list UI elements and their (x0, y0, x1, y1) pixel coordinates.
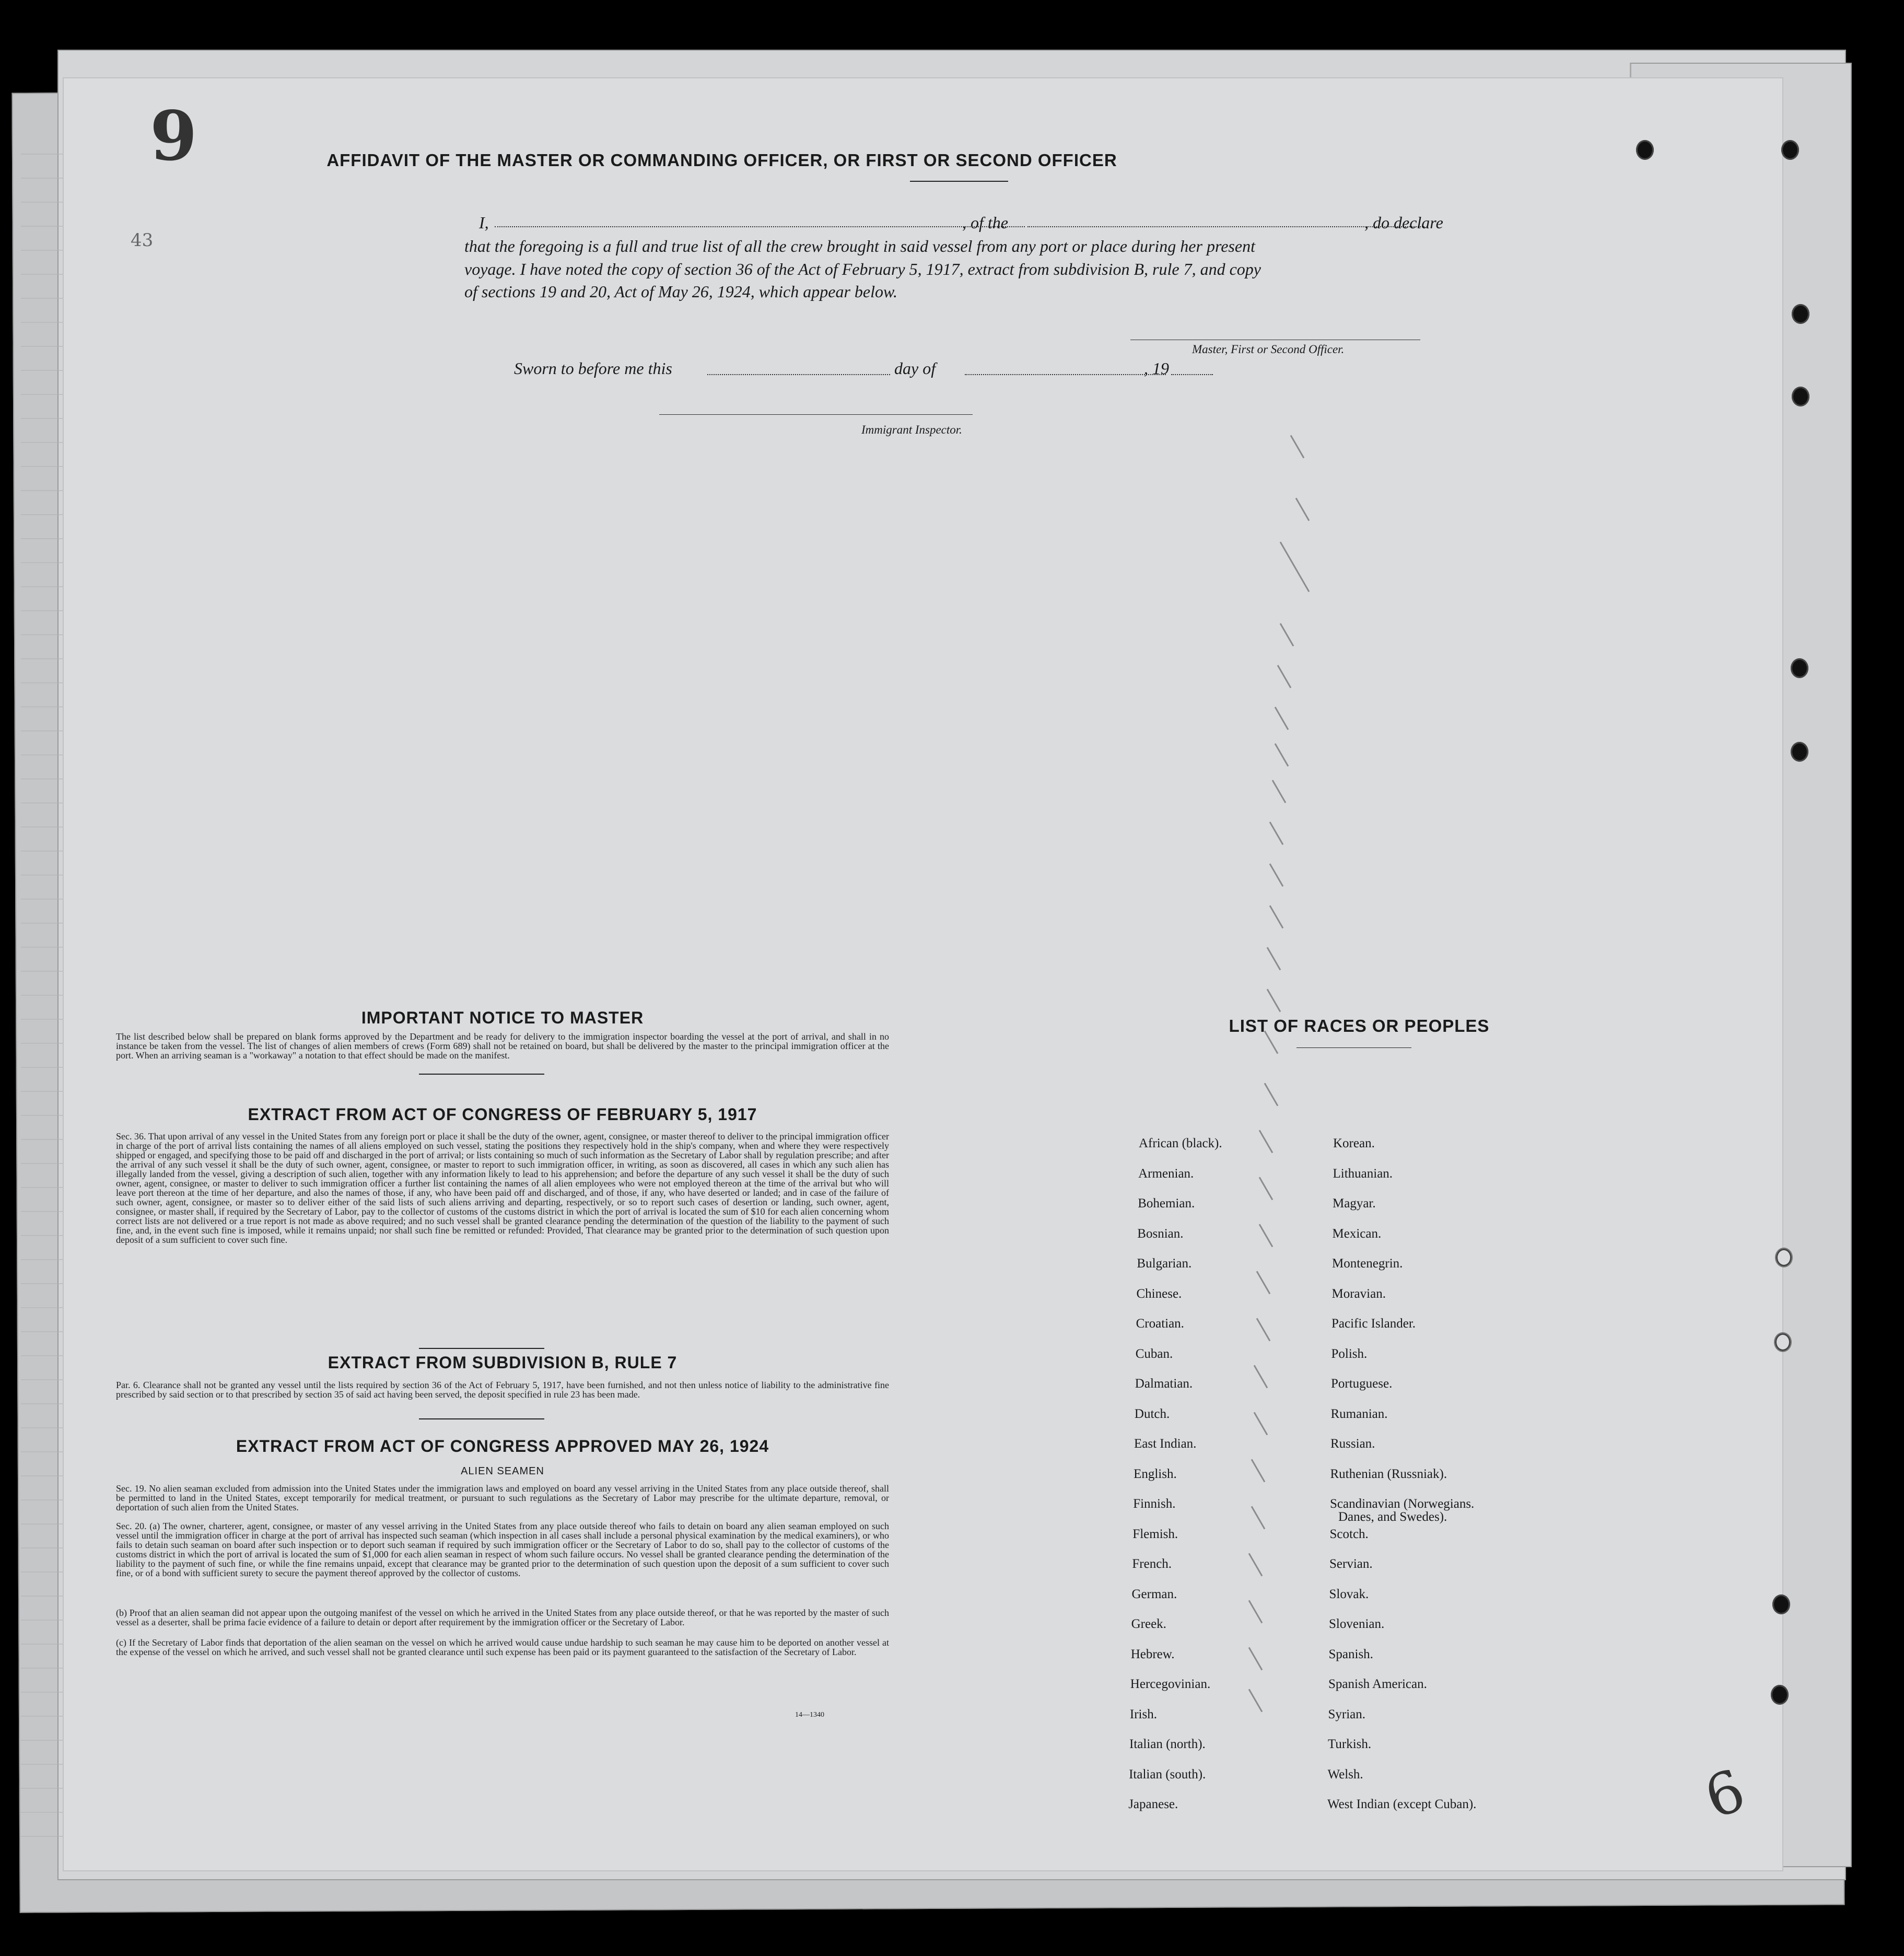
affidavit-body-line: that the foregoing is a full and true list of all the crew brought in said vessel from any port or place during her present (464, 237, 1255, 255)
check-tick (1275, 743, 1289, 767)
inspector-caption: Immigrant Inspector. (861, 423, 962, 436)
sworn-month-field[interactable] (965, 374, 1166, 375)
i-label: I, (479, 213, 489, 232)
binder-hole (1792, 304, 1809, 324)
race-item: French. (1132, 1557, 1172, 1571)
race-item: Slovak. (1329, 1587, 1369, 1601)
stamp-fragment: 43 (131, 230, 154, 251)
extract-rule7-title: EXTRACT FROM SUBDIVISION B, RULE 7 (328, 1353, 678, 1372)
race-item: West Indian (except Cuban). (1327, 1797, 1477, 1811)
day-of-label: day of (894, 359, 936, 378)
race-item: Mexican. (1332, 1226, 1382, 1241)
check-tick (1248, 1600, 1263, 1624)
binder-hole (1775, 1248, 1793, 1267)
check-tick (1259, 1224, 1274, 1248)
race-item: Polish. (1331, 1346, 1368, 1361)
affidavit-title: AFFIDAVIT OF THE MASTER OR COMMANDING OFFICER, OR FIRST OR SECOND OFFICER (326, 150, 1117, 170)
check-tick (1277, 665, 1292, 689)
check-tick (1267, 947, 1281, 971)
form-page (63, 77, 1783, 1871)
race-item: Croatian. (1136, 1317, 1184, 1331)
sworn-label: Sworn to before me this (514, 359, 672, 378)
extract-1924-sec20b: (b) Proof that an alien seaman did not appear upon the outgoing manifest of the vessel on which he arrived in the United States from any place outside thereof, or that he was reported by the master of such vessel as a deserter, shall be prima facie evidence of a failure to detain or deport after requirement by the immigration officer or the Secretary of Labor. (116, 1608, 889, 1627)
race-item: Cuban. (1135, 1346, 1173, 1361)
year-label: , 19 (1144, 359, 1169, 378)
corner-number: 6 (1696, 1756, 1754, 1832)
check-tick (1254, 1365, 1268, 1389)
affidavit-body-line: of sections 19 and 20, Act of May 26, 1924, which appear below. (464, 282, 897, 301)
check-tick (1256, 1271, 1271, 1295)
extract-1924-sec20c: (c) If the Secretary of Labor finds that deportation of the alien seaman on the vessel on which he arrived would cause undue hardship to such seaman he may cause him to be deported on another vessel at the expense of the vessel on which he arrived, and such vessel shall not be granted clearance until such expense has been paid or its payment guaranteed to the satisfaction of the Secretary of Labor. (116, 1637, 889, 1657)
race-item: Rumanian. (1330, 1406, 1388, 1421)
check-tick (1267, 989, 1281, 1012)
notice-title: IMPORTANT NOTICE TO MASTER (361, 1008, 644, 1027)
race-item: Dutch. (1134, 1406, 1170, 1421)
check-tick (1251, 1459, 1266, 1483)
binder-hole (1781, 140, 1799, 160)
sworn-day-field[interactable] (707, 374, 890, 375)
section-rule (419, 1074, 544, 1075)
check-tick (1256, 1318, 1271, 1342)
race-item: East Indian. (1134, 1437, 1197, 1451)
section-rule (419, 1348, 544, 1349)
race-item: Bulgarian. (1137, 1256, 1192, 1271)
ruled-margin (21, 131, 63, 1855)
race-item: Montenegrin. (1332, 1256, 1403, 1271)
race-item: Hebrew. (1130, 1647, 1175, 1661)
race-item: Magyar. (1333, 1196, 1376, 1210)
race-item: Portuguese. (1331, 1377, 1393, 1391)
race-item: Pacific Islander. (1331, 1317, 1416, 1331)
race-item: Chinese. (1136, 1286, 1182, 1301)
extract-1917-text: Sec. 36. That upon arrival of any vessel in the United States from any foreign port or place it shall be the duty of the owner, agent, consignee, or master thereof to deliver to the principal immigration officer in charge of the port of arrival lists containing the names of all aliens employed on such vessel, stating the positions they respectively hold in the ship's company, when and where they were respectively shipped or engaged, and specifying those to be paid off and discharged in the port of arrival; or lists containing so much of such information as the Secretary of Labor shall by regulation prescribe; and after the arrival of any such vessel it shall be the duty of such owner, agent, consignee, or master to report to such immigration officer, in writing, as soon as discovered, all cases in which any such alien has illegally landed from the vessel, giving a description of such alien, together with any information likely to lead to his apprehension; and before the departure of any such vessel it shall be the duty of such owner, agent, consignee, or master to deliver to such immigration officer a further list containing the names of all alien employees who were not employed thereon at the time of the arrival but who will leave port thereon at the time of her departure, and also the names of those, if any, who have been paid off and discharged, and of those, if any, who have deserted or landed; and in case of the failure of such owner, agent, consignee, or master so to deliver either of the said lists of such aliens arriving and departing, respectively, or so to report such cases of desertion or landing, such owner, agent, consignee, or master shall, if required by the Secretary of Labor, pay to the collector of customs of the customs district in which the port of arrival is located the sum of $10 for each alien concerning whom correct lists are not delivered or a true report is not made as above required; and no such vessel shall be granted clearance pending the determination of the question of the liability to the payment of such fine, and, in the event such fine is imposed, while it remains unpaid; nor shall such fine be remitted or refunded: Provided, That clearance may be granted prior to the determination of such question upon deposit of a sum sufficient to cover such fine. (116, 1131, 889, 1245)
binder-hole (1791, 658, 1808, 678)
extract-1924-sec19: Sec. 19. No alien seaman excluded from admission into the United States under the immigration laws and employed on board any vessel arriving in the United States from any place outside thereof, shall be permitted to land in the United States, except temporarily for medical treatment, or pursuant to such regulations as the Secretary of Labor may prescribe for the ultimate departure, removal, or deportation of such alien from the United States. (116, 1483, 889, 1512)
binder-hole (1636, 140, 1654, 160)
check-tick (1275, 707, 1289, 730)
race-item: Armenian. (1138, 1166, 1194, 1181)
check-tick (1290, 435, 1305, 459)
officer-caption: Master, First or Second Officer. (1192, 343, 1345, 356)
race-item: Japanese. (1128, 1797, 1178, 1811)
extract-1924-sec20a: Sec. 20. (a) The owner, charterer, agent, consignee, or master of any vessel arriving in the United States from any place outside thereof who fails to detain on board any alien seaman employed on such vessel until the immigration officer in charge at the port of arrival has inspected such seaman (which inspection in all cases shall include a personal physical examination by the medical examiners), or who fails to detain such seaman on board after such inspection or to deport such seaman if required by such immigration officer or the Secretary of Labor to do so, shall pay to the collector of customs of the customs district in which the port of arrival is located the sum of $1,000 for each alien seaman in respect of whom such failure occurs. No vessel shall be granted clearance pending the determination of the liability to the payment of such fine, or while the fine remains unpaid, except that clearance may be granted prior to the determination of such question upon the deposit of a sum sufficient to cover such fine, or of a bond with sufficient surety to secure the payment thereof approved by the collector of customs. (116, 1521, 889, 1578)
race-item: Flemish. (1132, 1527, 1178, 1541)
binder-hole (1791, 742, 1808, 762)
check-tick (1269, 864, 1284, 887)
check-tick (1272, 780, 1287, 804)
extract-rule7-text: Par. 6. Clearance shall not be granted any vessel until the lists required by section 36 of the Act of February 5, 1917, have been furnished, and not then unless notice of liability to the administrative fine prescribed by said section or to that prescribed by section 35 of said act having been served, the deposit specified in rule 23 has been made. (116, 1380, 889, 1400)
race-item: Bosnian. (1137, 1226, 1184, 1241)
race-item: African (black). (1139, 1136, 1222, 1150)
name-field[interactable] (495, 226, 1025, 227)
race-item: German. (1131, 1587, 1177, 1601)
race-item: Lithuanian. (1333, 1166, 1393, 1181)
race-item: Ruthenian (Russniak). (1330, 1466, 1447, 1481)
race-item: Danes, and Swedes). (1338, 1510, 1447, 1524)
race-item: Spanish American. (1328, 1677, 1427, 1691)
sworn-year-field[interactable] (1171, 374, 1213, 375)
binder-hole (1774, 1332, 1792, 1352)
race-item: Italian (north). (1129, 1737, 1206, 1751)
race-item: Scandinavian (Norwegians. (1330, 1497, 1475, 1511)
race-item: Dalmatian. (1135, 1377, 1193, 1391)
check-tick (1248, 1553, 1263, 1577)
binder-hole (1772, 1594, 1790, 1614)
check-tick (1280, 623, 1294, 647)
section-rule (419, 1418, 544, 1419)
race-item: Irish. (1129, 1707, 1157, 1721)
race-item: Servian. (1329, 1557, 1373, 1571)
check-tick (1259, 1177, 1274, 1201)
race-item: Bohemian. (1138, 1196, 1195, 1210)
race-item: Greek. (1131, 1617, 1166, 1631)
check-tick (1248, 1689, 1263, 1713)
notice-text: The list described below shall be prepared on blank forms approved by the Department and be ready for delivery to the immigration inspector boarding the vessel at the port of arrival, and shall in no instance be taken from the vessel. The list of changes of alien members of crews (Form 689) shall not be retained on board, but shall be delivered by the master to the principal immigration officer at the port. When an arriving seaman is a "workaway" a notation to that effect should be made on the manifest. (116, 1031, 889, 1061)
check-tick (1295, 498, 1310, 521)
form-number: 14—1340 (795, 1711, 824, 1719)
of-the-label: , of the (962, 213, 1008, 232)
race-item: Russian. (1330, 1437, 1375, 1451)
race-item: English. (1134, 1466, 1177, 1481)
races-rule (1296, 1047, 1411, 1048)
extract-1917-title: EXTRACT FROM ACT OF CONGRESS OF FEBRUARY 5, 1917 (248, 1105, 757, 1124)
race-item: Moravian. (1331, 1286, 1386, 1301)
check-tick (1251, 1506, 1266, 1530)
race-item: Hercegovinian. (1130, 1677, 1211, 1691)
check-tick (1269, 822, 1284, 845)
page-number-mark: 6 (150, 94, 197, 174)
check-tick (1259, 1130, 1274, 1154)
check-tick (1269, 905, 1284, 929)
races-title: LIST OF RACES OR PEOPLES (1229, 1016, 1490, 1035)
race-item: Welsh. (1327, 1767, 1363, 1782)
check-tick (1248, 1647, 1263, 1671)
race-item: Finnish. (1133, 1497, 1176, 1511)
race-item: Scotch. (1329, 1527, 1369, 1541)
check-tick (1254, 1412, 1268, 1436)
check-tick (1280, 542, 1310, 592)
race-item: Italian (south). (1129, 1767, 1206, 1782)
extract-1924-title: EXTRACT FROM ACT OF CONGRESS APPROVED MAY 26, 1924 (236, 1437, 769, 1456)
do-declare-label: , do declare (1364, 213, 1443, 232)
race-item: Syrian. (1328, 1707, 1366, 1721)
check-tick (1264, 1083, 1279, 1107)
race-item: Korean. (1333, 1136, 1375, 1150)
race-item: Slovenian. (1329, 1617, 1385, 1631)
binder-hole (1771, 1685, 1789, 1705)
inspector-signature-line[interactable] (659, 414, 973, 415)
race-item: Turkish. (1328, 1737, 1372, 1751)
race-item: Spanish. (1328, 1647, 1373, 1661)
extract-1924-subtitle: ALIEN SEAMEN (461, 1465, 544, 1477)
affidavit-body-line: voyage. I have noted the copy of section 36 of the Act of February 5, 1917, extract from subdivision B, rule 7, and copy (464, 260, 1261, 278)
title-rule (910, 181, 1008, 182)
binder-hole (1792, 387, 1809, 406)
